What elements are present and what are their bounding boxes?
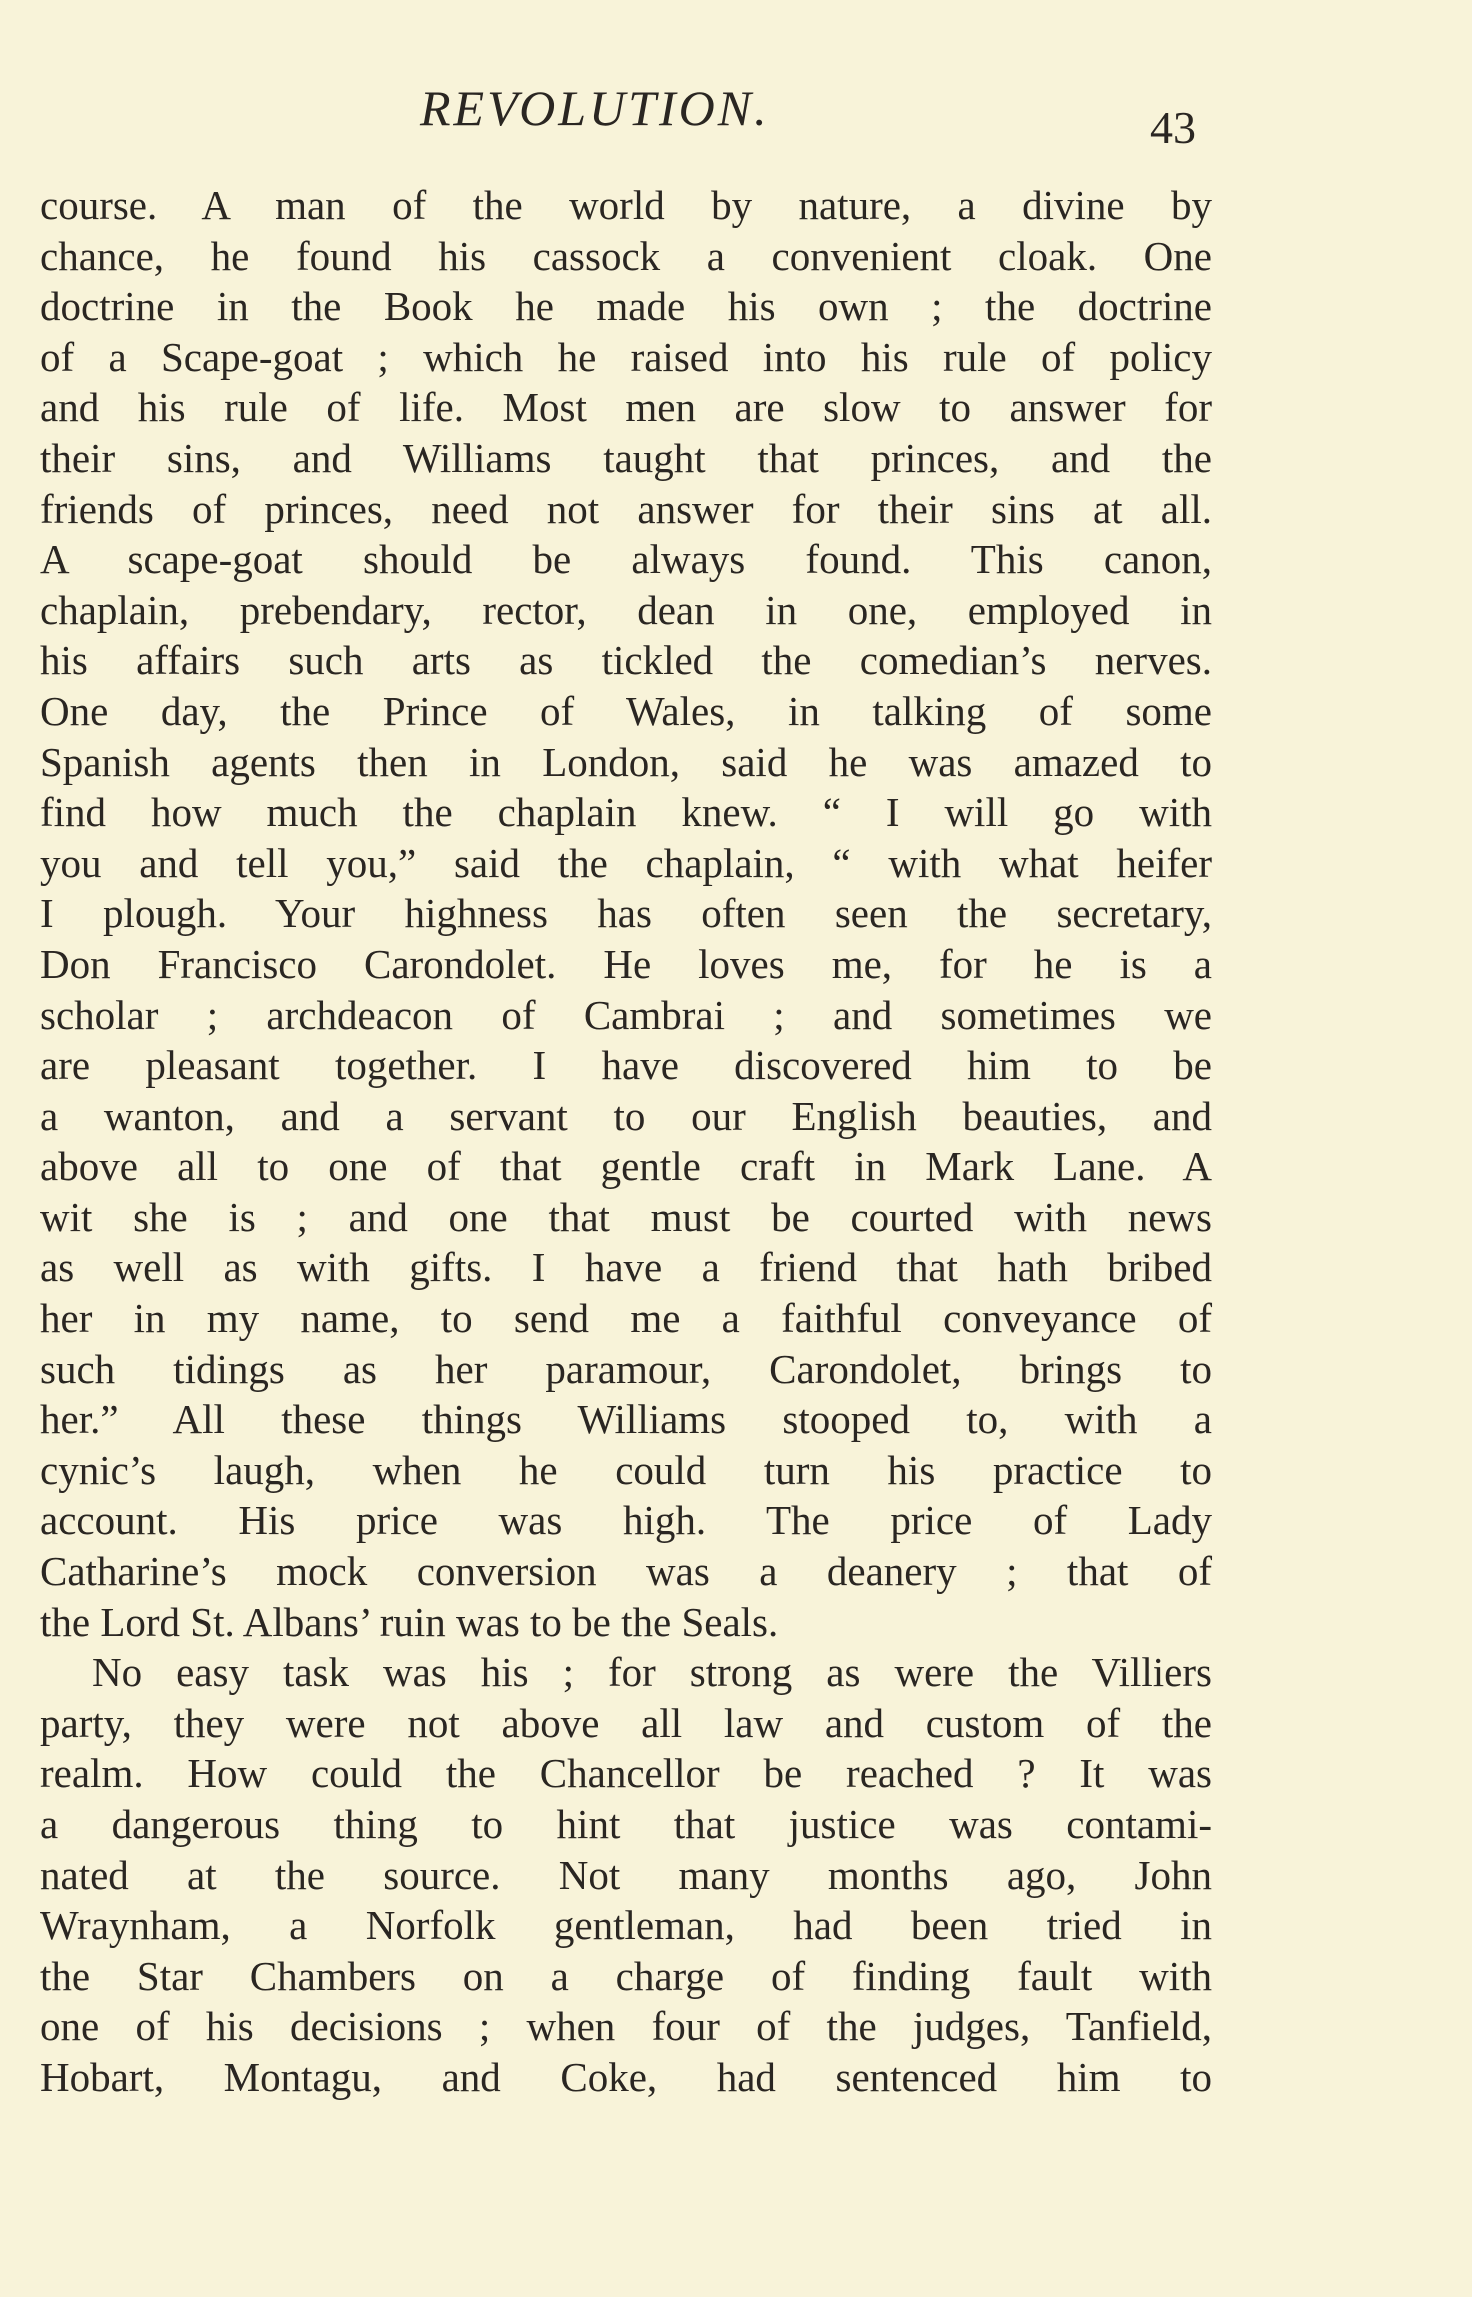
text-line: chance, he found his cassock a convenient cloak. One — [40, 232, 1212, 279]
text-line: One day, the Prince of Wales, in talking of some — [40, 687, 1212, 734]
text-line: doctrine in the Book he made his own ; the doctrine — [40, 283, 1212, 330]
running-head — [0, 78, 1472, 158]
text-line: the Star Chambers on a charge of finding fault with — [40, 1952, 1212, 1999]
body-text — [40, 180, 1212, 2103]
running-title: REVOLUTION. — [420, 80, 770, 136]
text-line: realm. How could the Chancellor be reached ? It was — [40, 1750, 1212, 1797]
text-line: find how much the chaplain knew. “ I will go with — [40, 789, 1212, 836]
text-line: cynic’s laugh, when he could turn his practice to — [40, 1446, 1212, 1493]
text-line: of a Scape-goat ; which he raised into his rule of policy — [40, 333, 1212, 380]
text-line: above all to one of that gentle craft in Mark Lane. A — [40, 1143, 1212, 1190]
text-line: and his rule of life. Most men are slow to answer for — [40, 384, 1212, 431]
text-line: account. His price was high. The price of Lady — [40, 1497, 1212, 1544]
text-line: her in my name, to send me a faithful conveyance of — [40, 1295, 1212, 1342]
text-line: A scape-goat should be always found. This canon, — [40, 536, 1212, 583]
text-line: Don Francisco Carondolet. He loves me, for he is a — [40, 940, 1212, 987]
text-line: her.” All these things Williams stooped to, with a — [40, 1396, 1212, 1443]
text-line: as well as with gifts. I have a friend that hath bribed — [40, 1244, 1212, 1291]
text-line: their sins, and Williams taught that princes, and the — [40, 434, 1212, 481]
text-line: such tidings as her paramour, Carondolet, brings to — [40, 1345, 1212, 1392]
text-line: a dangerous thing to hint that justice was contami- — [40, 1801, 1212, 1847]
text-line: chaplain, prebendary, rector, dean in one, employed in — [40, 586, 1212, 633]
text-line: Hobart, Montagu, and Coke, had sentenced him to — [40, 2053, 1212, 2100]
text-line: scholar ; archdeacon of Cambrai ; and sometimes we — [40, 991, 1212, 1038]
text-line: his affairs such arts as tickled the comedian’s nerves. — [40, 637, 1212, 684]
text-line: Spanish agents then in London, said he was amazed to — [40, 738, 1212, 785]
text-line: are pleasant together. I have discovered him to be — [40, 1042, 1212, 1089]
text-line: wit she is ; and one that must be courted with news — [40, 1193, 1212, 1240]
text-line-paragraph-start: No easy task was his ; for strong as were the Villiers — [92, 1649, 1212, 1696]
page-number: 43 — [1150, 102, 1196, 153]
text-line: a wanton, and a servant to our English beauties, and — [40, 1092, 1212, 1139]
text-line: one of his decisions ; when four of the judges, Tanfield, — [40, 2003, 1212, 2050]
text-line: I plough. Your highness has often seen the secretary, — [40, 890, 1212, 937]
text-line: nated at the source. Not many months ago, John — [40, 1851, 1212, 1898]
text-line: Catharine’s mock conversion was a deanery ; that of — [40, 1548, 1212, 1595]
text-line: you and tell you,” said the chaplain, “ with what heifer — [40, 839, 1212, 886]
text-line: course. A man of the world by nature, a divine by — [40, 182, 1212, 228]
text-line: Wraynham, a Norfolk gentleman, had been tried in — [40, 1902, 1212, 1949]
text-line: friends of princes, need not answer for their sins at all. — [40, 485, 1212, 532]
text-line: party, they were not above all law and custom of the — [40, 1699, 1212, 1746]
text-line-paragraph-end: the Lord St. Albans’ ruin was to be the Seals. — [40, 1598, 779, 1645]
